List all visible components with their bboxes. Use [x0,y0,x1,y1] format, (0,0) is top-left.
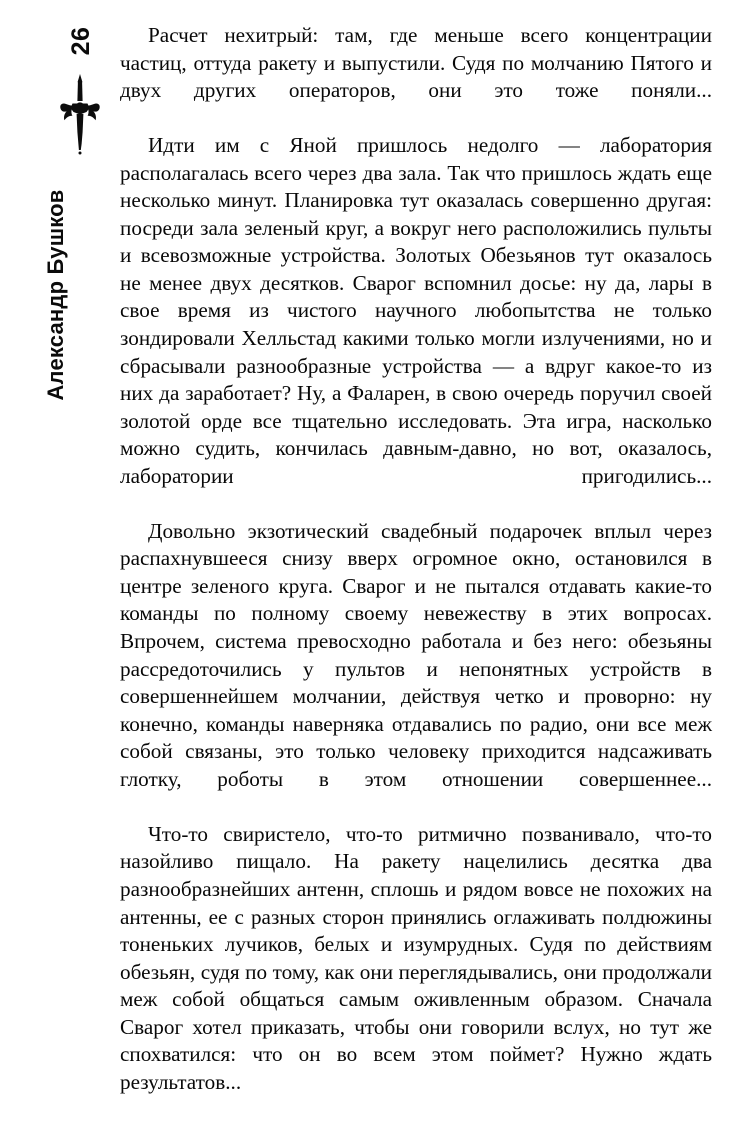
paragraph: Довольно экзотический свадебный подарочек вплыл через распахнувшееся снизу вверх огромное окно, остановился в центре зеленого круга. Сварог и не пытался отдавать какие-то команды по полному своему невежеству в этих вопросах. Впрочем, система превосходно работала и без него: обезьяны рассредоточились у пультов и непонятных устройств в совершеннейшем молчании, действуя четко и проворно: ну конечно, команды наверняка отдавались по радио, они все меж собой связаны, это только человеку приходится надсаживать глотку, роботы в этом отношении совершеннее... [120,518,712,791]
page-margin-column [0,0,115,1000]
author-name-label: Александр Бушков [43,189,68,401]
running-author-name [36,145,76,445]
page-number: 26 [66,26,95,56]
paragraph: Что-то свиристело, что-то ритмично позванивало, что-то назойливо пищало. На ракету нацелились десятка два разнообразнейших антенн, сплошь и рядом вовсе не похожих на антенны, ее с разных сторон принялись оглаживать полдюжины тоненьких лучиков, белых и изумрудных. Судя по действиям обезьян, судя по тому, как они переглядывались, они продолжали меж собой общаться самым оживленным образом. Сначала Сварог хотел приказать, чтобы они говорили вслух, но тут же спохватился: что он во всем этом поймет? Нужно ждать результатов... [120,821,712,1094]
dagger-ornament-icon [57,74,103,156]
paragraph: Расчет нехитрый: там, где меньше всего концентрации частиц, оттуда ракету и выпустили. Судя по молчанию Пятого и двух других операторов, они это тоже поняли... [120,23,712,103]
body-text-block [120,22,712,1124]
paragraph: Идти им с Яной пришлось недолго — лаборатория располагалась всего через два зала. Так что пришлось ждать еще несколько минут. Планировка тут оказалась совершенно другая: посреди зала зеленый круг, а вокруг него расположились пульты и всевозможные устройства. Золотых Обезьянов тут оказалось не менее двух десятков. Сварог вспомнил досье: ну да, лары в свое время из чистого научного любопытства не только зондировали Хелльстад какими только могли излучениями, но и сбрасывали разнообразные устройства — а вдруг какое-то из них да заработает? Ну, а Фаларен, в свою очередь поручил своей золотой орде все тщательно исследовать. Эта игра, насколько можно судить, кончилась давным-давно, но вот, оказалось, лаборатории пригодились... [120,133,712,488]
